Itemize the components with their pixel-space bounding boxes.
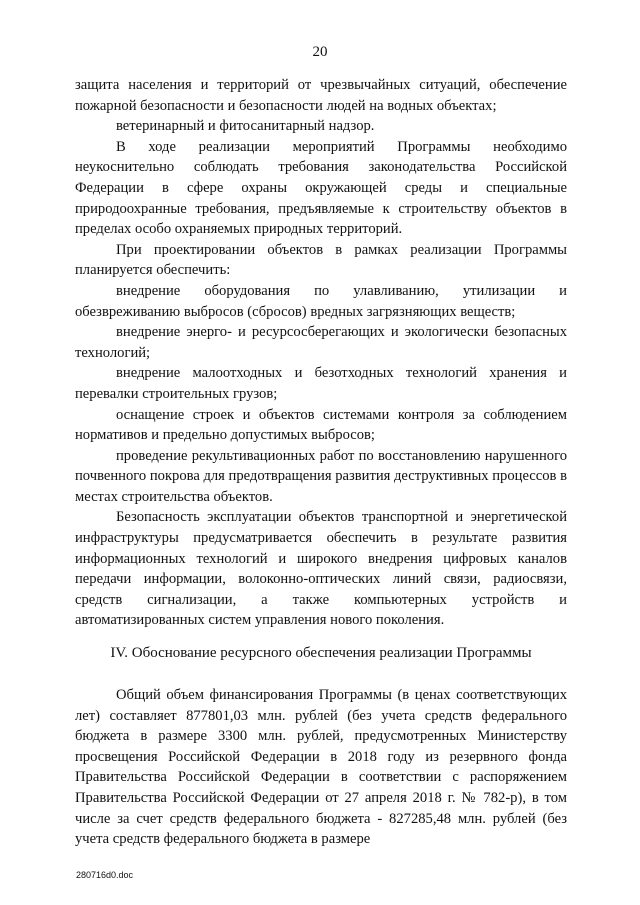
paragraph-legislation: В ходе реализации мероприятий Программы необходимо неукоснительно соблюдать требования законодательства Российской Федерации в сфере охраны окружающей среды и специальные природоохранные требования, предъявляемые к строительству объектов в пределах особо охраняемых природных территорий. (75, 138, 567, 238)
paragraph-emergency-protection: защита населения и территорий от чрезвычайных ситуаций, обеспечение пожарной безопасности и безопасности людей на водных объектах; (75, 77, 567, 114)
list-item-low-waste: внедрение малоотходных и безотходных технологий хранения и перевалки строительных грузов; (75, 365, 567, 402)
list-item-control-systems: оснащение строек и объектов системами контроля за соблюдением нормативов и предельно допустимых выбросов; (75, 406, 567, 444)
footer-filename: 280716d0.doc (76, 870, 134, 880)
paragraph-infrastructure-safety: Безопасность эксплуатации объектов транспортной и энергетической инфраструктуры предусматривается обеспечить в результате развития информационных технологий и широкого внедрения цифровых каналов передачи информации, волоконно-оптических линий связи, радиосвязи, средств сигнализации, а также компьютерных устройств и автоматизированных систем управления нового поколения. (75, 509, 567, 629)
paragraph-veterinary: ветеринарный и фитосанитарный надзор. (116, 118, 375, 135)
body-text (75, 75, 567, 631)
section-body (75, 685, 567, 850)
list-item-energy-saving: внедрение энерго- и ресурсосберегающих и экологически безопасных технологий; (75, 324, 567, 361)
page-number: 20 (312, 44, 328, 60)
section-heading: IV. Обоснование ресурсного обеспечения реализации Программы (110, 645, 532, 661)
list-item-recultivation: проведение рекультивационных работ по восстановлению нарушенного почвенного покрова для предотвращения развития деструктивных процессов в местах строительства объектов. (75, 447, 567, 505)
list-item-equipment: внедрение оборудования по улавливанию, утилизации и обезвреживанию выбросов (сбросов) вредных загрязняющих веществ; (75, 282, 567, 320)
paragraph-financing: Общий объем финансирования Программы (в ценах соответствующих лет) составляет 877801,03 млн. рублей (без учета средств федерального бюджета в размере 3300 млн. рублей, предусмотренных Министерству просвещения Российской Федерации в 2018 году из резервного фонда Правительства Российской Федерации в соответствии с распоряжением Правительства Российской Федерации от 27 апреля 2018 г. № 782-р), в том числе за счет средств федерального бюджета - 827285,48 млн. рублей (без учета средств федерального бюджета в размере (75, 687, 567, 848)
paragraph-design-intro: При проектировании объектов в рамках реализации Программы планируется обеспечить: (75, 241, 567, 279)
